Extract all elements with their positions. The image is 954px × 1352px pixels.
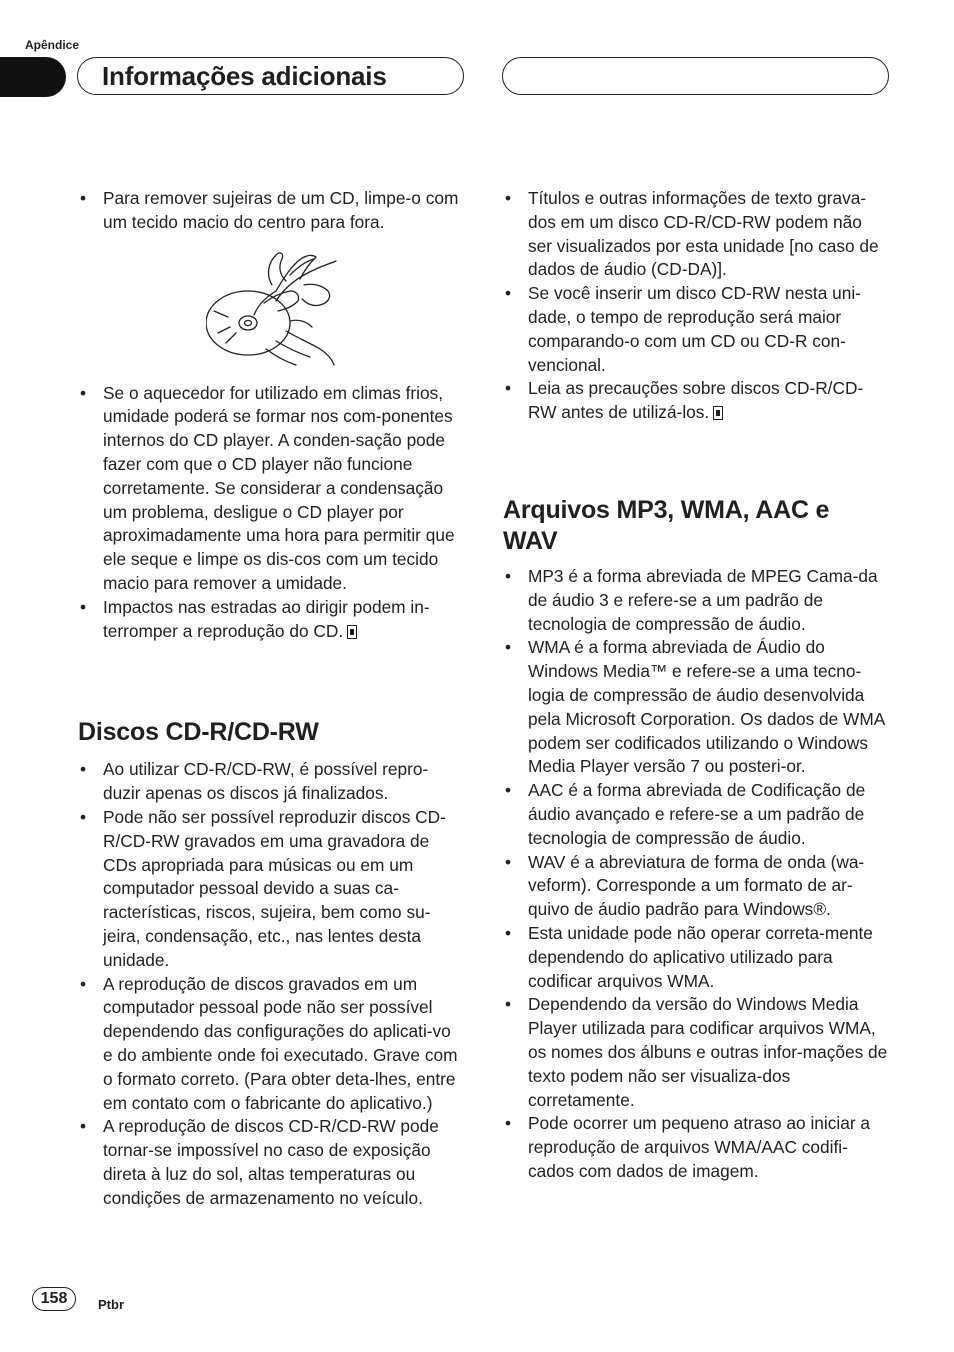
list-item-text: Para remover sujeiras de um CD, limpe-o com um tecido macio do centro para fora. [103, 188, 459, 232]
bullet-icon: • [505, 565, 512, 586]
page-title: Informações adicionais [102, 61, 387, 91]
end-of-section-icon [347, 625, 357, 639]
list-item-text: WMA é a forma abreviada de Áudio do Windows Media™ e refere-se a uma tecno-logia de compressão de áudio desenvolvida pela Microsoft Corporation. Os dados de WMA podem ser codificados utilizando o Windows Media Player versão 7 ou posteri-or. [528, 637, 885, 777]
bullet-list [78, 382, 464, 644]
header-title-box [77, 57, 464, 95]
bullet-list [503, 187, 890, 425]
section-tab-marker [0, 57, 66, 97]
list-item [503, 377, 890, 425]
bullet-icon: • [80, 759, 87, 780]
list-item [78, 187, 464, 235]
list-item [503, 851, 890, 922]
bullet-list [78, 758, 464, 1210]
list-item-text: Títulos e outras informações de texto grava-dos em um disco CD-R/CD-RW podem não ser visualizados por esta unidade [no caso de dados de áudio (CD-DA)]. [528, 188, 879, 280]
list-item [78, 973, 464, 1116]
bullet-icon: • [505, 1113, 512, 1134]
list-item-text: Leia as precauções sobre discos CD-R/CD-RW antes de utilizá-los. [528, 378, 864, 423]
list-item [503, 922, 890, 993]
bullet-icon: • [505, 637, 512, 658]
list-item-text: Ao utilizar CD-R/CD-RW, é possível repro-duzir apenas os discos já finalizados. [103, 759, 429, 804]
list-item [78, 596, 464, 644]
bullet-icon: • [80, 1116, 87, 1137]
left-column [78, 187, 464, 1211]
list-item [503, 565, 890, 636]
list-item-text: Impactos nas estradas ao dirigir podem in-terromper a reprodução do CD. [103, 596, 430, 641]
section-label: Apêndice [25, 38, 80, 52]
list-item [78, 758, 464, 806]
bullet-icon: • [80, 382, 87, 403]
page-number: 158 [32, 1287, 76, 1311]
bullet-list [503, 565, 890, 1184]
list-item [503, 993, 890, 1112]
list-item-text: A reprodução de discos CD-R/CD-RW pode tornar-se impossível no caso de exposição direta à luz do sol, altas temperaturas ou condições de armazenamento no veículo. [103, 1116, 439, 1208]
language-code: Ptbr [98, 1297, 124, 1312]
header-empty-box [502, 57, 889, 95]
list-item-text: WAV é a abreviatura de forma de onda (wa-veform). Corresponde a um formato de ar-quivo de áudio padrão para Windows®. [528, 851, 865, 920]
section-heading: Arquivos MP3, WMA, AAC e WAV [503, 495, 830, 555]
bullet-icon: • [505, 283, 512, 304]
list-item-text: Dependendo da versão do Windows Media Player utilizada para codificar arquivos WMA, os nomes dos álbuns e outras infor-mações de texto podem não ser visualiza-dos corretamente. [528, 994, 888, 1110]
list-item-text: A reprodução de discos gravados em um computador pessoal pode não ser possível dependendo das configurações do aplicati-vo e do ambiente onde foi executado. Grave com o formato correto. (Para obter deta-lhes, entre em contato com o fabricante do aplicativo.) [103, 973, 458, 1113]
right-column [503, 187, 890, 1184]
list-item [503, 282, 890, 377]
list-item [78, 806, 464, 973]
bullet-icon: • [505, 851, 512, 872]
bullet-icon: • [80, 596, 87, 617]
list-item-text: Pode não ser possível reproduzir discos CD-R/CD-RW gravados em uma gravadora de CDs apropriada para músicas ou em um computador pessoal devido a suas ca-racterísticas, riscos, sujeira, bem como su-jeira, condensação, etc., nas lentes desta unidade. [103, 806, 446, 970]
bullet-icon: • [505, 780, 512, 801]
list-item [78, 382, 464, 596]
bullet-icon: • [80, 806, 87, 827]
cd-disc-icon [206, 291, 290, 355]
list-item [78, 1115, 464, 1210]
cd-cleaning-illustration [206, 245, 341, 370]
bullet-icon: • [80, 188, 87, 208]
list-item [503, 636, 890, 779]
bullet-list [78, 187, 464, 235]
bullet-icon: • [505, 922, 512, 943]
list-item-text: AAC é a forma abreviada de Codificação de áudio avançado e refere-se a um padrão de tecnologia de compressão de áudio. [528, 780, 866, 848]
list-item-text: Se você inserir um disco CD-RW nesta uni-dade, o tempo de reprodução será maior comparando-o com um CD ou CD-R con-vencional. [528, 283, 861, 375]
section-heading: Discos CD-R/CD-RW [78, 718, 319, 747]
bullet-icon: • [505, 378, 512, 399]
list-item [503, 779, 890, 850]
end-of-section-icon [713, 406, 723, 420]
list-item-text: Esta unidade pode não operar correta-mente dependendo do aplicativo utilizado para codificar arquivos WMA. [528, 922, 873, 991]
list-item-text: MP3 é a forma abreviada de MPEG Cama-da de áudio 3 e refere-se a um padrão de tecnologia de compressão de áudio. [528, 565, 878, 634]
list-item-text: Se o aquecedor for utilizado em climas frios, umidade poderá se formar nos com-ponentes internos do CD player. A conden-sação pode fazer com que o CD player não funcione corretamente. Se considerar a condensação um problema, desligue o CD player por aproximadamente uma hora para permitir que ele seque e limpe os dis-cos com um tecido macio para remover a umidade. [103, 382, 455, 593]
list-item [503, 1112, 890, 1183]
bullet-icon: • [80, 973, 87, 994]
bullet-icon: • [505, 188, 512, 208]
list-item [503, 187, 890, 282]
list-item-text: Pode ocorrer um pequeno atraso ao iniciar a reprodução de arquivos WMA/AAC codifi-cados com dados de imagem. [528, 1113, 870, 1181]
bullet-icon: • [505, 994, 512, 1015]
